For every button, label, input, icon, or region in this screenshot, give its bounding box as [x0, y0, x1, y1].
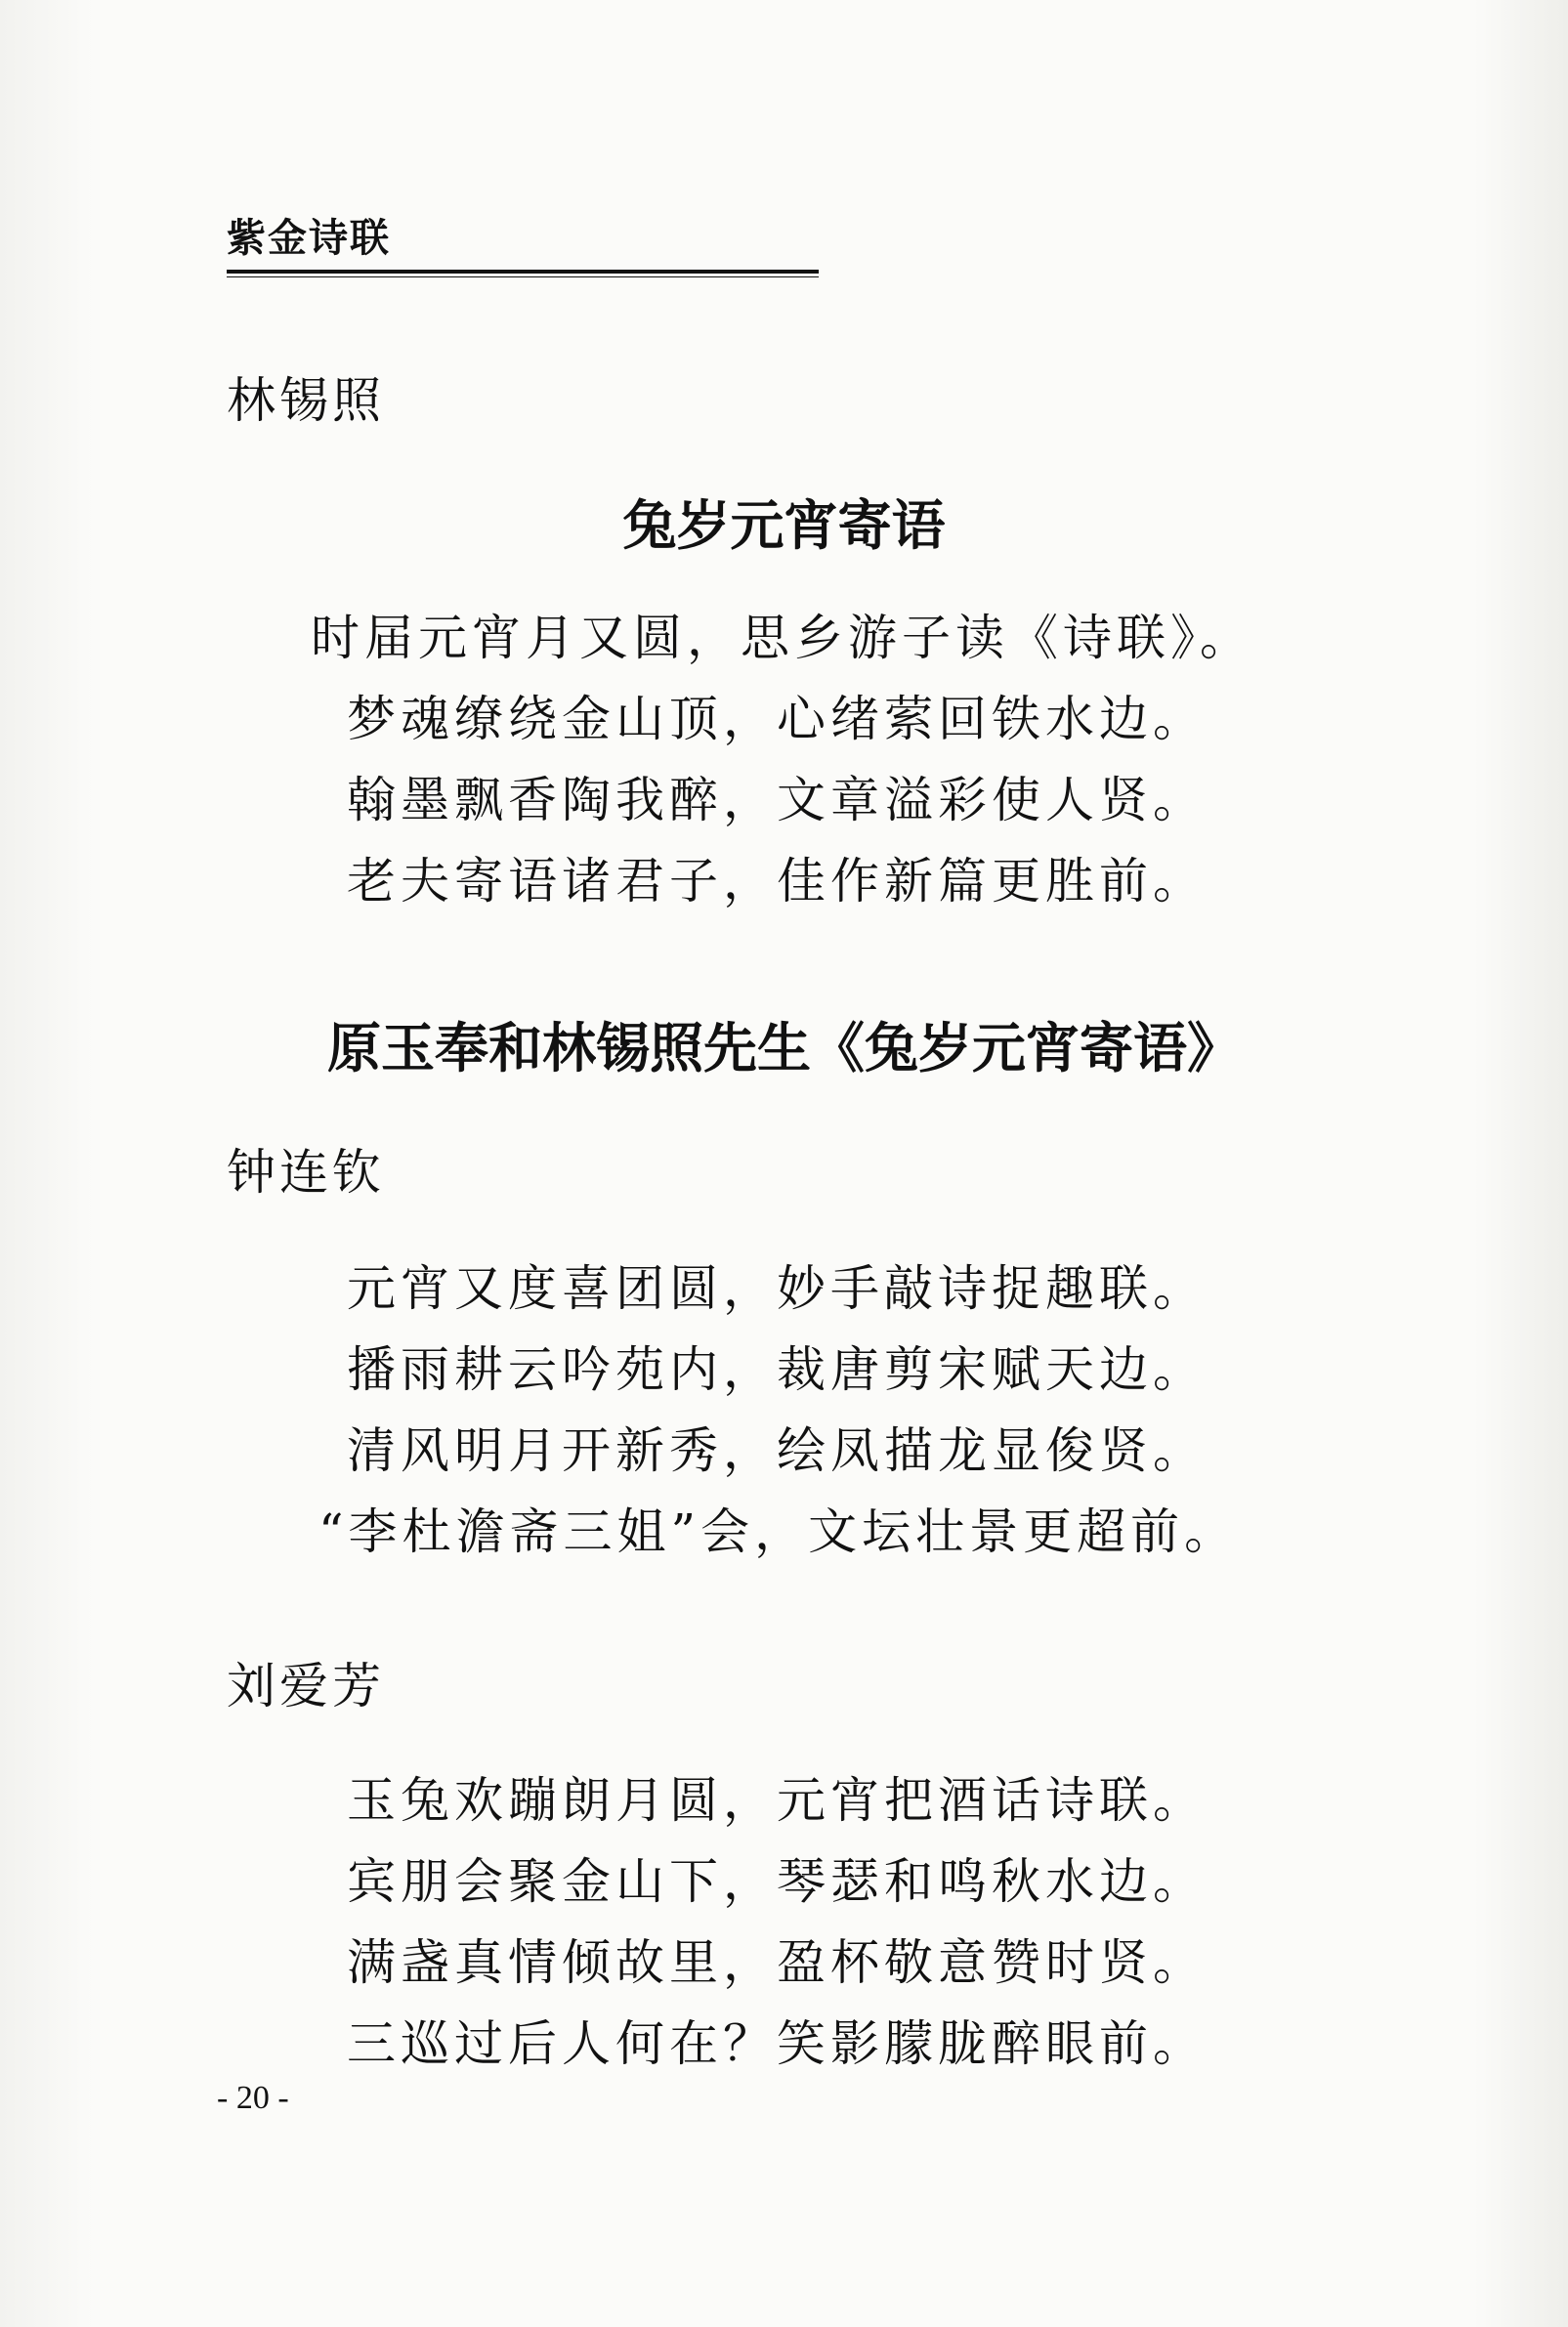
poem-line: 元宵又度喜团圆，妙手敲诗捉趣联。: [347, 1260, 1207, 1317]
poem-title: 兔岁元宵寄语: [622, 494, 946, 557]
author-name: 钟连钦: [227, 1144, 385, 1201]
poem-line: 宾朋会聚金山下，琴瑟和鸣秋水边。: [347, 1853, 1207, 1910]
poem-line: 时届元宵月又圆，思乡游子读《诗联》。: [311, 610, 1253, 666]
poem-line: 翰墨飘香陶我醉，文章溢彩使人贤。: [347, 772, 1207, 828]
header-rule: [227, 270, 819, 274]
poem-line: “李杜澹斋三姐”会，文坛壮景更超前。: [318, 1503, 1239, 1560]
poem-body: [0, 1248, 1568, 1573]
poem-line: 梦魂缭绕金山顶，心绪萦回铁水边。: [347, 691, 1207, 747]
poem-body: [0, 1760, 1568, 2085]
poem-line: 三巡过后人何在？笑影朦胧醉眼前。: [347, 2015, 1207, 2072]
header-title: 紫金诗联: [227, 216, 391, 261]
page-number: - 20 -: [217, 2080, 289, 2116]
poem-line: 满盏真情倾故里，盈杯敬意赞时贤。: [347, 1934, 1207, 1991]
poem-line: 老夫寄语诸君子，佳作新篇更胜前。: [347, 853, 1207, 910]
running-header: [227, 213, 819, 277]
header-rule-thin: [227, 276, 819, 277]
author-name: 林锡照: [227, 372, 385, 429]
poem-line: 清风明月开新秀，绘凤描龙显俊贤。: [347, 1422, 1207, 1479]
poem-line: 播雨耕云吟苑内，裁唐剪宋赋天边。: [347, 1341, 1207, 1398]
response-section-title: 原玉奉和林锡照先生《兔岁元宵寄语》: [326, 1017, 1241, 1079]
poem-body: [0, 598, 1568, 922]
author-name: 刘爱芳: [227, 1658, 385, 1714]
poem-line: 玉兔欢蹦朗月圆，元宵把酒话诗联。: [347, 1772, 1207, 1829]
